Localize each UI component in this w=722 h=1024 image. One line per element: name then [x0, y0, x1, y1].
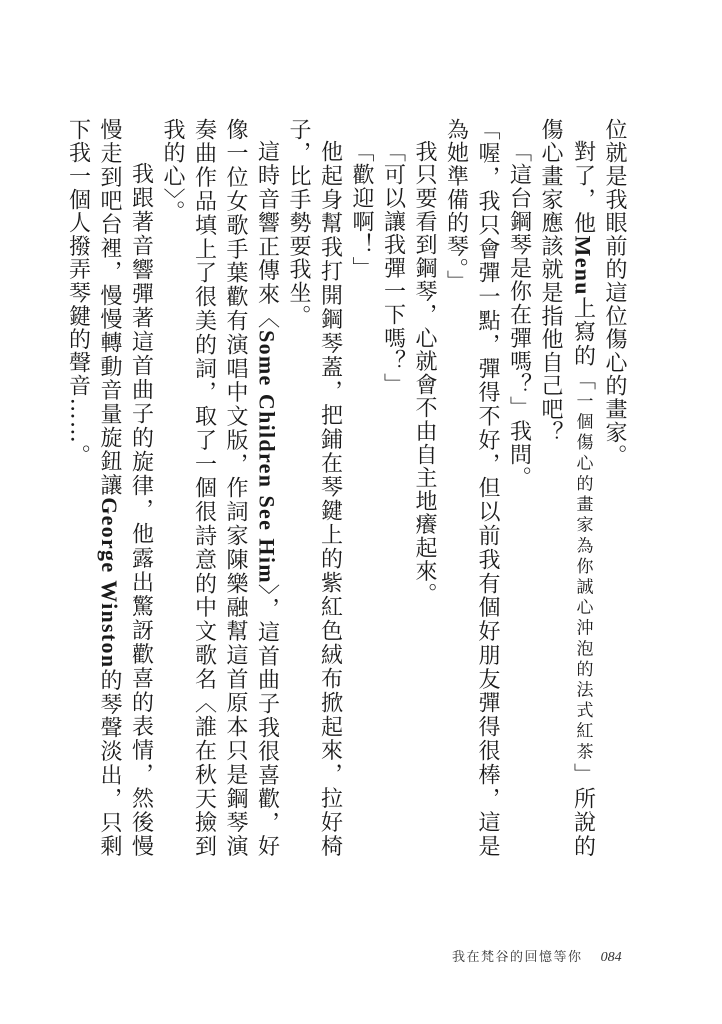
paragraph-6	[377, 118, 409, 858]
menu-quote: 一個傷心的畫家為你誠心沖泡的法式紅茶	[572, 392, 593, 763]
paragraph-4	[440, 118, 503, 858]
paragraph-9	[157, 118, 283, 858]
song-title: Some Children See Him	[254, 330, 280, 584]
artist-name: George Winston	[97, 497, 122, 669]
paragraph-7	[346, 118, 378, 858]
paragraph-10-text-b: 的琴聲淡出，只剩下我一個人撥弄琴鍵的聲音……。	[65, 118, 122, 858]
paragraph-3	[503, 118, 535, 858]
menu-word: Menu	[570, 235, 596, 296]
paragraph-5-text: 我只要看到鋼琴，心就會不由自主地癢起來。	[412, 140, 437, 606]
paragraph-8	[283, 118, 346, 858]
paragraph-4-text: 「喔，我只會彈一點，彈得不好，但以前我有個好朋友彈得很棒，這是為她準備的琴。」	[443, 118, 500, 858]
paragraph-10-text-a: 我跟著音響彈著這首曲子的旋律，他露出驚訝歡喜的表情，然後慢慢走到吧台裡，慢慢轉動音量旋鈕讓	[97, 118, 154, 858]
paragraph-9-text-a: 這時音響正傳來〈	[254, 140, 280, 331]
paragraph-2-text-b: 上寫的「	[570, 295, 596, 393]
page-footer	[452, 946, 652, 970]
paragraph-9-text-b: 〉，這首曲子我很喜歡，好像一位女歌手葉歡有演唱中文版，作詞家陳樂融幫這首原本只是鋼琴演奏曲作品填上了很美的詞，取了一個很詩意的中文歌名〈誰在秋天撿到我的心〉。	[160, 118, 280, 858]
paragraph-1-text: 位就是我眼前的這位傷心的畫家。	[602, 118, 627, 468]
paragraph-2	[535, 118, 599, 858]
paragraph-7-text: 「歡迎啊！」	[349, 140, 374, 280]
page-number: 084	[600, 950, 622, 965]
paragraph-10	[62, 118, 157, 858]
vertical-text-body	[65, 118, 630, 859]
paragraph-6-text: 「可以讓我彈一下嗎？」	[380, 140, 406, 397]
paragraph-8-text: 他起身幫我打開鋼琴蓋，把鋪在琴鍵上的紫紅色絨布掀起來，拉好椅子，比手勢要我坐。	[286, 118, 343, 858]
paragraph-2-text-c: 」所說的傷心畫家應該就是指他自己吧？	[538, 118, 596, 859]
book-title: 我在梵谷的回憶等你	[452, 950, 583, 965]
paragraph-2-text-a: 對了，他	[570, 140, 596, 236]
paragraph-1	[599, 118, 631, 858]
paragraph-5	[409, 118, 441, 858]
paragraph-3-text: 「這台鋼琴是你在彈嗎？」我問。	[506, 140, 532, 490]
